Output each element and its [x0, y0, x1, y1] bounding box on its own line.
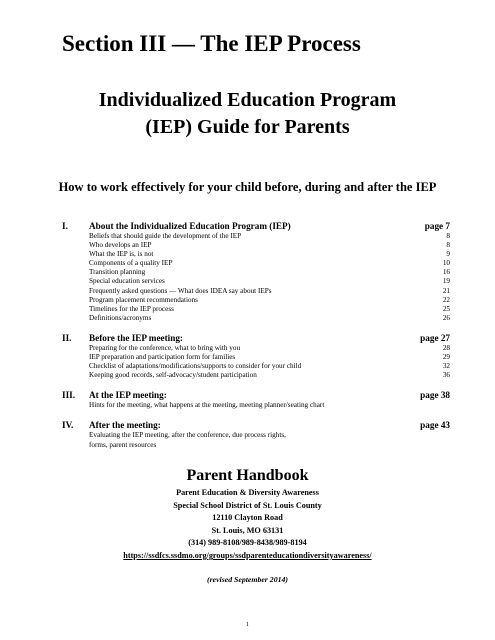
toc-item-label: Checklist of adaptations/modifications/supports to consider for your child	[89, 362, 302, 371]
toc-item	[89, 277, 450, 286]
subtitle: How to work effectively for your child before, during and after the IEP	[58, 180, 437, 194]
toc-heading-title: After the meeting:	[89, 420, 161, 431]
toc-heading-title: Before the IEP meeting:	[89, 332, 183, 343]
toc-item	[89, 353, 450, 362]
page-number: 1	[245, 621, 250, 628]
toc-item-label: Components of a quality IEP	[89, 259, 173, 268]
toc-heading	[62, 390, 450, 401]
toc-numeral: I.	[62, 221, 68, 231]
toc-item-label: IEP preparation and participation form for families	[89, 353, 236, 362]
toc-section-3	[62, 390, 450, 410]
toc-section-1	[62, 221, 450, 323]
toc-item-page: 25	[442, 304, 450, 313]
section-title: Section III — The IEP Process	[62, 31, 361, 56]
district-name: Special School District of St. Louis County	[173, 500, 322, 510]
toc-section-2	[62, 333, 450, 380]
toc-heading-page: page 27	[420, 332, 450, 343]
toc-item	[89, 314, 450, 323]
city-state-zip: St. Louis, MO 63131	[211, 525, 284, 535]
toc-heading	[62, 333, 450, 344]
toc-heading	[62, 420, 450, 431]
toc-item-label: Beliefs that should guide the development of the IEP	[89, 232, 242, 240]
toc-item	[89, 371, 450, 380]
toc-numeral: III.	[62, 390, 76, 401]
toc-item-page: 10	[442, 259, 450, 268]
toc-description: forms, parent resources	[89, 440, 157, 449]
toc-item	[89, 362, 450, 371]
phone-numbers: (314) 989-8108/989-8438/989-8194	[188, 538, 307, 548]
toc-item-label: Frequently asked questions — What does IDEA say about IEPs	[89, 286, 272, 295]
toc-item	[89, 268, 450, 277]
toc-item	[89, 232, 450, 241]
toc-item-page: 28	[442, 343, 450, 352]
toc-item-page: 29	[442, 353, 450, 362]
toc-item	[89, 344, 450, 353]
website-line	[0, 550, 495, 563]
toc-item	[89, 296, 450, 305]
toc-item-page: 32	[442, 362, 450, 371]
toc-item-page: 36	[442, 371, 450, 380]
toc-heading-title: About the Individualized Education Program (IEP)	[89, 221, 291, 231]
toc-item	[89, 259, 450, 268]
toc-item	[89, 305, 450, 314]
organization-name: Parent Education & Diversity Awareness	[176, 488, 319, 497]
toc-item-label: Timelines for the IEP process	[89, 304, 174, 313]
street-address: 12110 Clayton Road	[212, 513, 283, 523]
toc-item-page: 19	[442, 277, 450, 286]
toc-section-4	[62, 420, 450, 449]
toc-description: Hints for the meeting, what happens at the meeting, meeting planner/seating chart	[89, 401, 325, 410]
document-title-line-1: Individualized Education Program	[98, 89, 397, 111]
table-of-contents	[62, 221, 450, 460]
toc-item-label: What the IEP is, is not	[89, 250, 154, 259]
toc-item-page: 26	[442, 313, 450, 322]
document-title	[0, 87, 495, 141]
handbook-block	[0, 465, 495, 584]
website-link[interactable]: https://ssdfcs.ssdmo.org/groups/ssdparenteducationdiversityawareness/	[123, 550, 372, 560]
toc-heading	[62, 221, 450, 232]
toc-item-page: 16	[442, 268, 450, 277]
toc-item-label: Definitions/acronyms	[89, 313, 152, 322]
toc-numeral: IV.	[62, 420, 74, 431]
toc-item-page: 8	[446, 241, 450, 250]
toc-heading-page: page 38	[420, 390, 450, 401]
toc-numeral: II.	[62, 332, 72, 343]
toc-item	[89, 250, 450, 259]
handbook-title: Parent Handbook	[186, 467, 309, 484]
toc-item-page: 21	[442, 286, 450, 295]
toc-item-label: Keeping good records, self-advocacy/student participation	[89, 371, 257, 380]
toc-item-label: Special education services	[89, 277, 165, 286]
toc-item-label: Preparing for the conference, what to bring with you	[89, 343, 241, 352]
toc-item-label: Transition planning	[89, 268, 146, 277]
toc-item	[89, 287, 450, 296]
toc-item-page: 9	[446, 250, 450, 259]
toc-description: Evaluating the IEP meeting, after the conference, due process rights,	[89, 431, 286, 440]
toc-item-label: Who develops an IEP	[89, 241, 152, 250]
toc-heading-page: page 43	[420, 420, 450, 431]
toc-heading-page: page 7	[424, 221, 450, 231]
toc-heading-title: At the IEP meeting:	[89, 390, 167, 401]
revised-date: (revised September 2014)	[207, 574, 288, 584]
toc-item	[89, 241, 450, 250]
document-title-line-2: (IEP) Guide for Parents	[145, 116, 350, 138]
toc-item-page: 22	[442, 295, 450, 304]
toc-item-label: Program placement recommendations	[89, 295, 198, 304]
toc-item-page: 8	[446, 232, 450, 240]
